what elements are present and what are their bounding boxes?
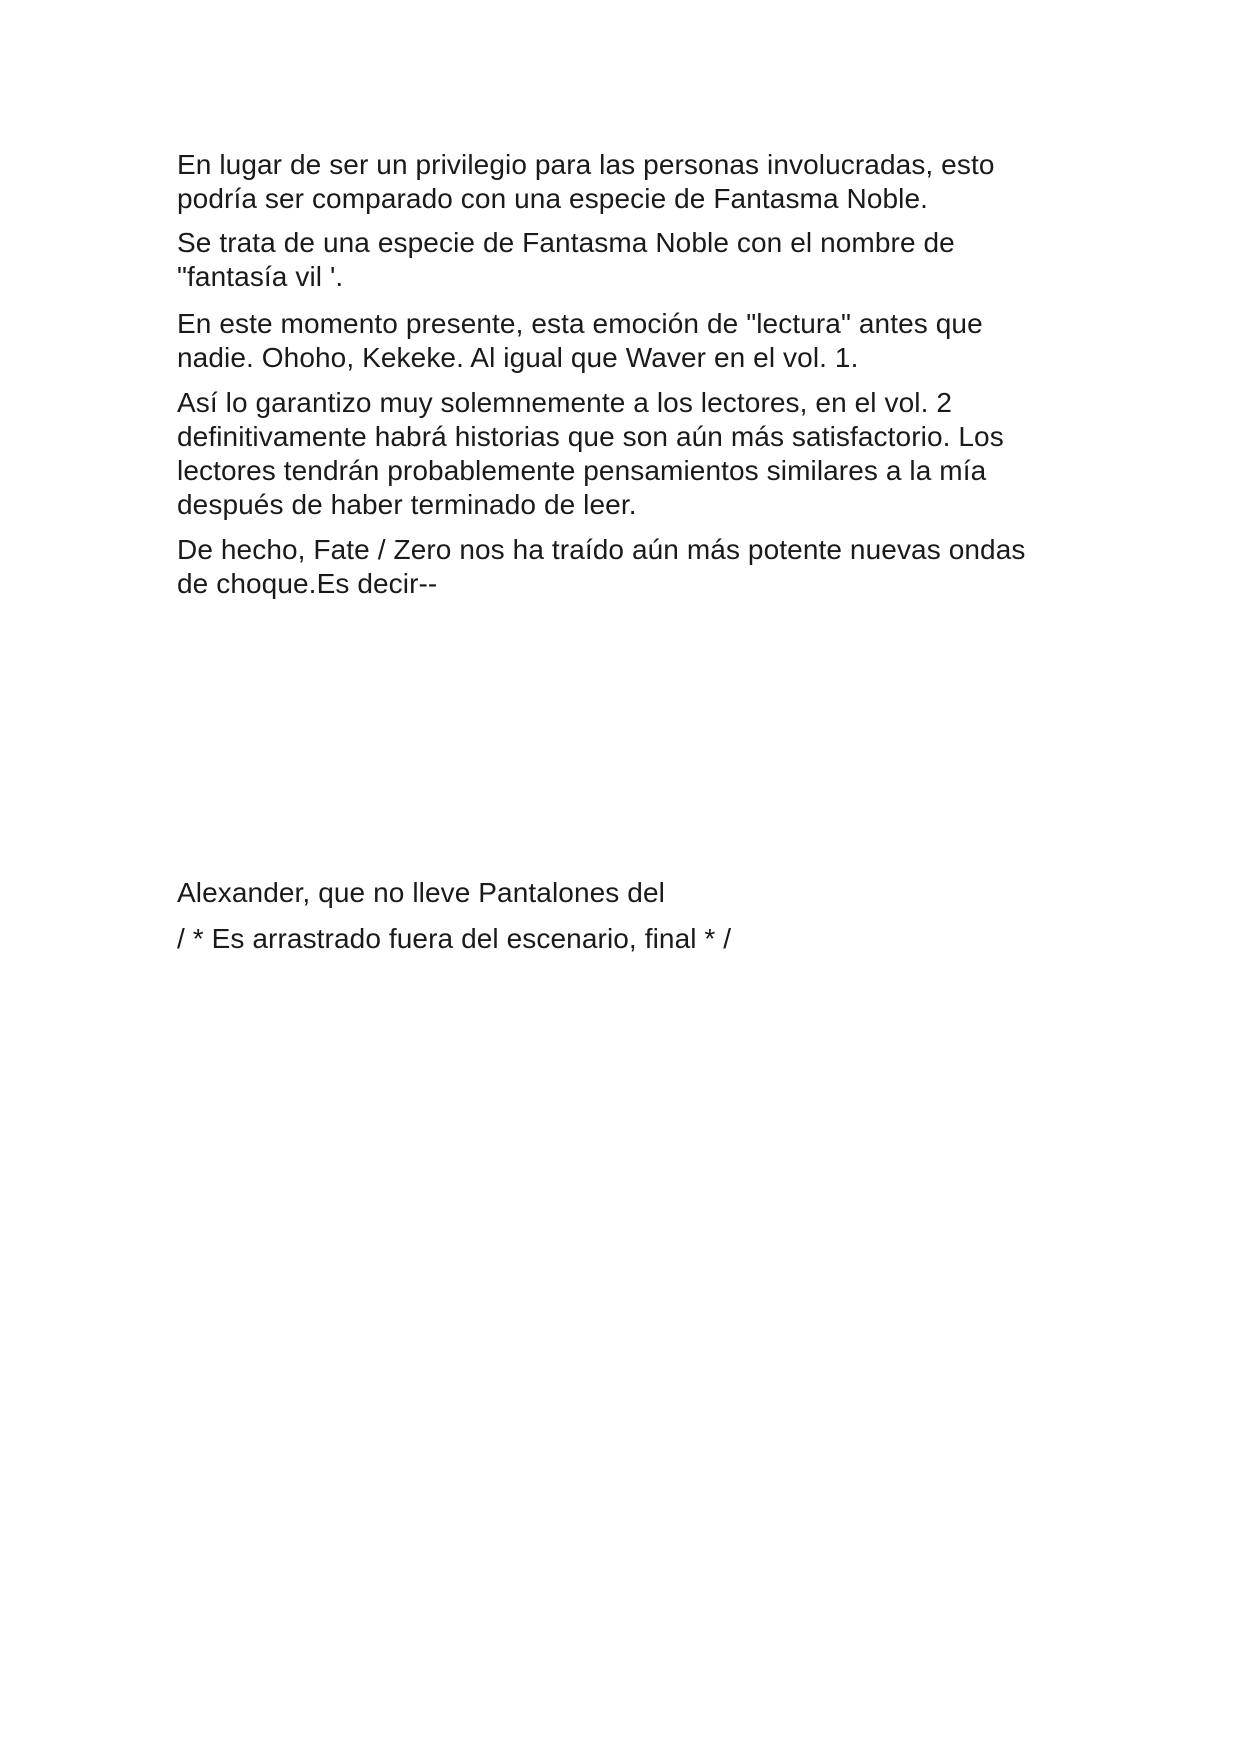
paragraph-7: / * Es arrastrado fuera del escenario, final * / (177, 923, 732, 954)
paragraph-2: Se trata de una especie de Fantasma Noble con el nombre de "fantasía vil '. (177, 227, 955, 292)
paragraph-3: En este momento presente, esta emoción de "lectura" antes que nadie. Ohoho, Kekeke. Al igual que Waver en el vol. 1. (177, 308, 983, 373)
paragraph-4: Así lo garantizo muy solemnemente a los lectores, en el vol. 2 definitivamente habrá historias que son aún más satisfactorio. Los lectores tendrán probablemente pensamientos similares a la mía después de haber terminado de leer. (177, 387, 1004, 520)
paragraph-1: En lugar de ser un privilegio para las personas involucradas, esto podría ser comparado con una especie de Fantasma Noble. (177, 149, 995, 214)
paragraph-5: De hecho, Fate / Zero nos ha traído aún más potente nuevas ondas de choque.Es decir-- (177, 534, 1026, 599)
paragraph-6: Alexander, que no lleve Pantalones del (177, 877, 665, 908)
